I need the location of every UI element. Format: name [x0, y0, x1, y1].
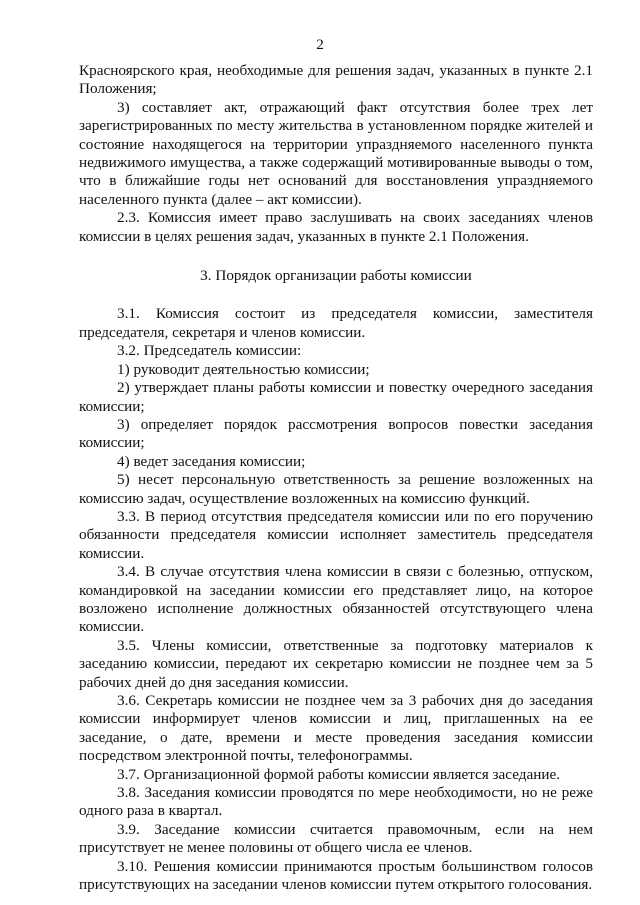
section-heading: 3. Порядок организации работы комиссии: [200, 267, 472, 285]
paragraph: 3) составляет акт, отражающий факт отсутствия более трех лет зарегистрированных по месту жительства в установленном порядке жителей и состояние находящегося на территории упраздняемого населенного пункта недвижимого имущества, а также содержащий мотивированные выводы о том, что в ближайшие годы нет оснований для восстановления упраздняемого населенного пункта (далее – акт комиссии).: [79, 98, 593, 208]
list-item: 5) несет персональную ответственность за решение возложенных на комиссию задач, осуществление возложенных на комиссию функций.: [79, 471, 593, 507]
paragraph: Красноярского края, необходимые для решения задач, указанных в пункте 2.1 Положения;: [79, 62, 593, 98]
list-item: 1) руководит деятельностью комиссии;: [117, 360, 370, 378]
paragraph: 3.10. Решения комиссии принимаются простым большинством голосов присутствующих на заседании членов комиссии путем открытого голосования.: [79, 857, 593, 894]
document-body: [79, 62, 593, 894]
paragraph: 3.5. Члены комиссии, ответственные за подготовку материалов к заседанию комиссии, передают их секретарю комиссии не позднее чем за 5 рабочих дней до дня заседания комиссии.: [79, 636, 593, 691]
paragraph: 2.3. Комиссия имеет право заслушивать на своих заседаниях членов комиссии в целях решения задач, указанных в пункте 2.1 Положения.: [79, 209, 593, 245]
paragraph: 3.3. В период отсутствия председателя комиссии или по его поручению обязанности председателя комиссии исполняет заместитель председателя комиссии.: [79, 507, 593, 562]
paragraph: 3.2. Председатель комиссии:: [117, 342, 302, 360]
paragraph: 3.4. В случае отсутствия члена комиссии в связи с болезнью, отпуском, командировкой на заседании комиссии его представляет лицо, на которое возложено исполнение должностных обязанностей отсутствующего члена комиссии.: [79, 563, 593, 636]
list-item: 3) определяет порядок рассмотрения вопросов повестки заседания комиссии;: [79, 415, 593, 452]
paragraph: 3.1. Комиссия состоит из председателя комиссии, заместителя председателя, секретаря и членов комиссии.: [79, 305, 593, 341]
paragraph: 3.7. Организационной формой работы комиссии является заседание.: [117, 765, 561, 783]
paragraph: 3.8. Заседания комиссии проводятся по мере необходимости, но не реже одного раза в квартал.: [79, 784, 593, 820]
list-item: 2) утверждает планы работы комиссии и повестку очередного заседания комиссии;: [79, 379, 593, 415]
paragraph: 3.6. Секретарь комиссии не позднее чем за 3 рабочих дня до заседания комиссии информирует членов комиссии и лиц, приглашенных на ее заседание, о дате, времени и месте проведения заседания комиссии посредством электронной почты, телефонограммы.: [79, 692, 593, 765]
list-item: 4) ведет заседания комиссии;: [117, 452, 306, 470]
paragraph: 3.9. Заседание комиссии считается правомочным, если на нем присутствует не менее половины от общего числа ее членов.: [79, 820, 593, 857]
page-number: 2: [316, 36, 324, 53]
